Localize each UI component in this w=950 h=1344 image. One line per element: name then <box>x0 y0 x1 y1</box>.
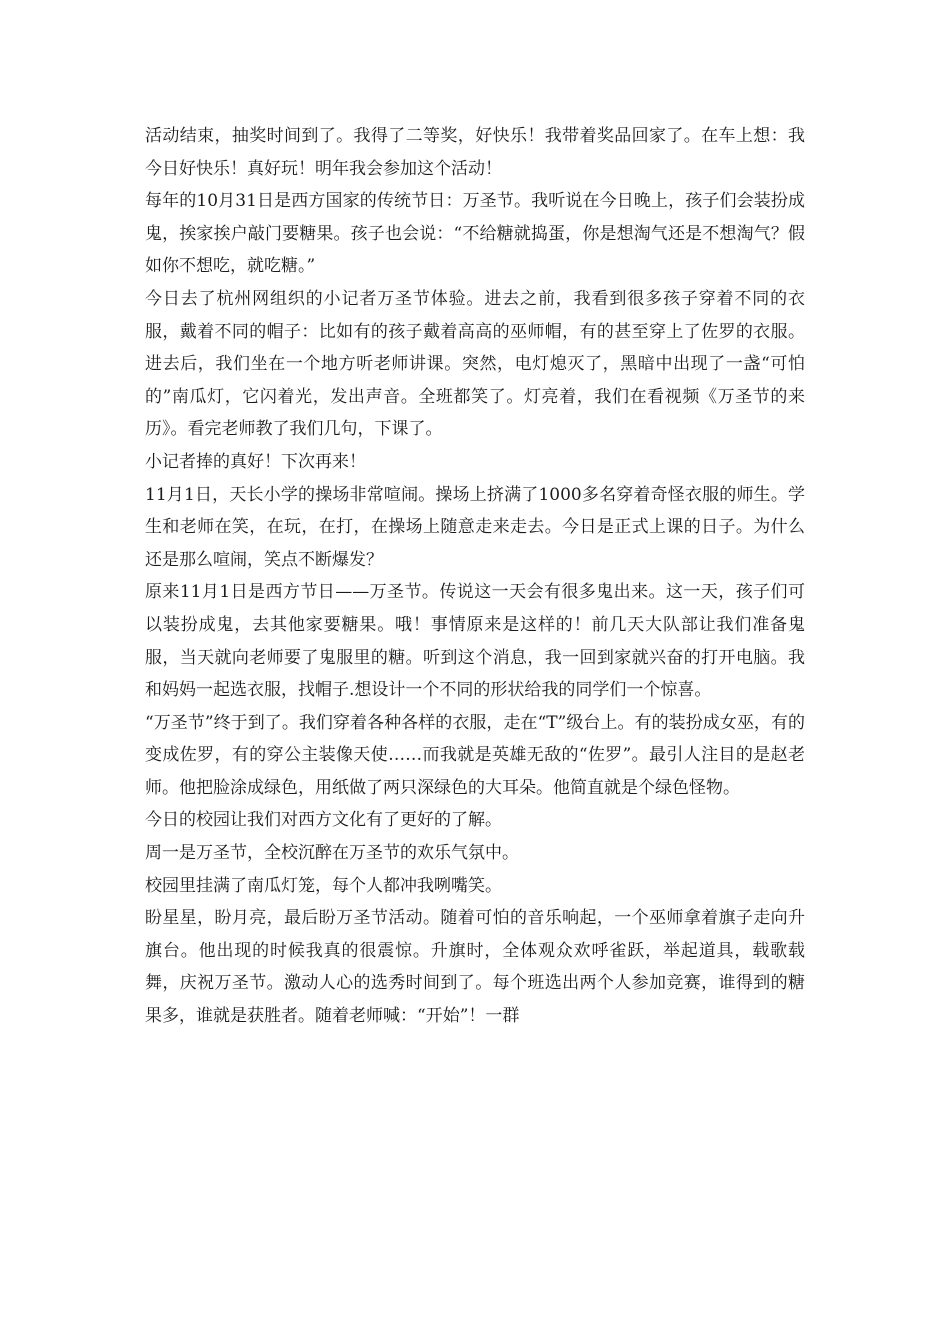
paragraph: 周一是万圣节，全校沉醉在万圣节的欢乐气氛中。 <box>145 843 519 864</box>
document-body <box>145 120 805 1033</box>
paragraph: 11月1日，天长小学的操场非常喧闹。操场上挤满了1000多名穿着奇怪衣服的师生。学生和老师在笑，在玩，在打，在操场上随意走来走去。今日是正式上课的日子。为什么还是那么喧闹，笑点不断爆发？ <box>145 484 805 570</box>
paragraph: “万圣节”终于到了。我们穿着各种各样的衣服，走在“T”级台上。有的装扮成女巫，有的变成佐罗，有的穿公主装像天使……而我就是英雄无敌的“佐罗”。最引人注目的是赵老师。他把脸涂成绿色，用纸做了两只深绿色的大耳朵。他简直就是个绿色怪物。 <box>145 712 805 798</box>
paragraph: 盼星星，盼月亮，最后盼万圣节活动。随着可怕的音乐响起，一个巫师拿着旗子走向升旗台。他出现的时候我真的很震惊。升旗时，全体观众欢呼雀跃，举起道具，载歌载舞，庆祝万圣节。激动人心的选秀时间到了。每个班选出两个人参加竞赛，谁得到的糖果多，谁就是获胜者。随着老师喊：“开始”！一群 <box>145 908 805 1027</box>
paragraph: 今日的校园让我们对西方文化有了更好的了解。 <box>145 810 502 831</box>
paragraph: 活动结束，抽奖时间到了。我得了二等奖，好快乐！我带着奖品回家了。在车上想：我今日好快乐！真好玩！明年我会参加这个活动！ <box>145 126 805 179</box>
paragraph: 原来11月1日是西方节日——万圣节。传说这一天会有很多鬼出来。这一天，孩子们可以装扮成鬼，去其他家要糖果。哦！事情原来是这样的！前几天大队部让我们准备鬼服，当天就向老师要了鬼服里的糖。听到这个消息，我一回到家就兴奋的打开电脑。我和妈妈一起选衣服，找帽子.想设计一个不同的形状给我的同学们一个惊喜。 <box>145 582 805 701</box>
paragraph: 校园里挂满了南瓜灯笼，每个人都冲我咧嘴笑。 <box>145 875 502 896</box>
paragraph: 每年的10月31日是西方国家的传统节日：万圣节。我听说在今日晚上，孩子们会装扮成鬼，挨家挨户敲门要糖果。孩子也会说：“不给糖就捣蛋，你是想淘气还是不想淘气？假如你不想吃，就吃糖。” <box>145 191 805 277</box>
paragraph: 小记者捧的真好！下次再来！ <box>145 451 366 472</box>
paragraph: 今日去了杭州网组织的小记者万圣节体验。进去之前，我看到很多孩子穿着不同的衣服，戴着不同的帽子：比如有的孩子戴着高高的巫师帽，有的甚至穿上了佐罗的衣服。进去后，我们坐在一个地方听老师讲课。突然，电灯熄灭了，黑暗中出现了一盏“可怕的”南瓜灯，它闪着光，发出声音。全班都笑了。灯亮着，我们在看视频《万圣节的来历》。看完老师教了我们几句，下课了。 <box>145 288 805 440</box>
